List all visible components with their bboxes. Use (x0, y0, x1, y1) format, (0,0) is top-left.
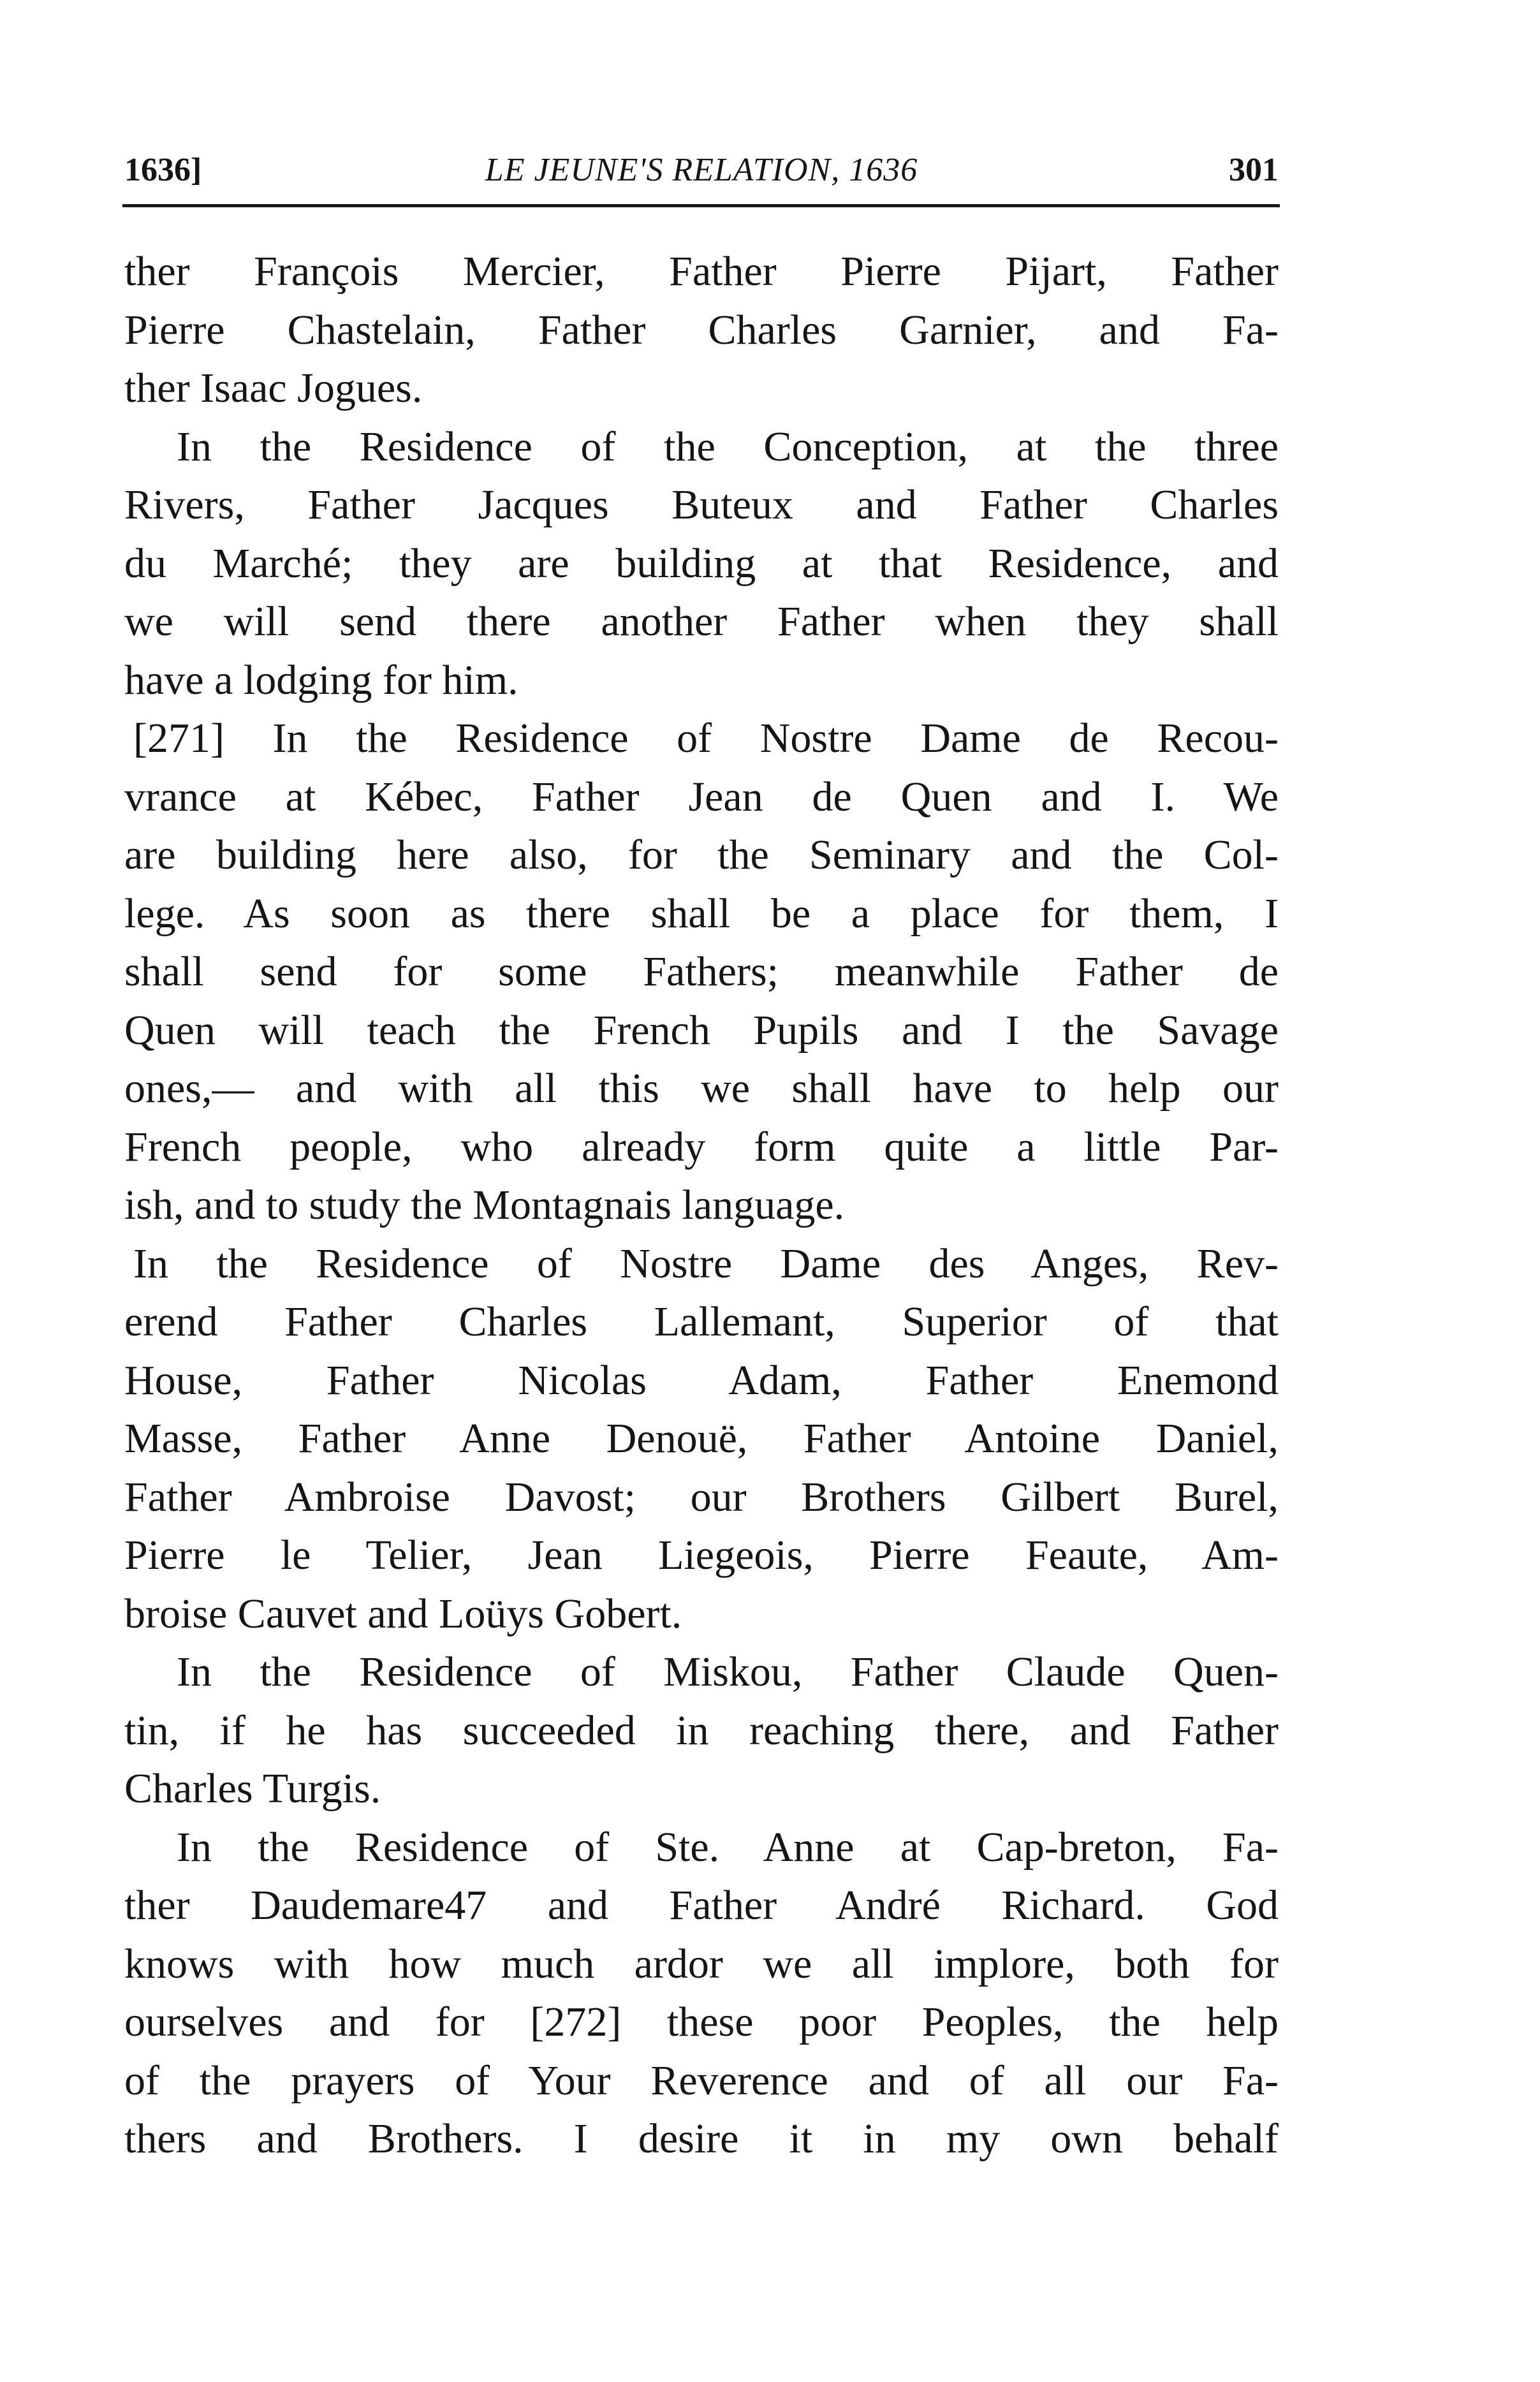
text-line: of the prayers of Your Reverence and of all our Fa- (124, 2057, 1279, 2104)
text-line: broise Cauvet and Loüys Gobert. (124, 1590, 682, 1637)
text-line: have a lodging for him. (124, 656, 518, 703)
text-line: are building here also, for the Seminary and the Col- (124, 832, 1279, 878)
text-line: Masse, Father Anne Denouë, Father Antoine Daniel, (124, 1415, 1279, 1462)
text-line: du Marché; they are building at that Residence, and (124, 540, 1279, 587)
text-line: French people, who already form quite a little Par- (124, 1123, 1279, 1170)
text-line: ther Daudemare47 and Father André Richard. God (124, 1882, 1279, 1929)
body-text (124, 242, 1279, 2168)
text-line: In the Residence of Nostre Dame des Anges, Rev- (133, 1240, 1279, 1287)
text-line: tin, if he has succeeded in reaching there, and Father (124, 1707, 1279, 1754)
text-line: Quen will teach the French Pupils and I the Savage (124, 1006, 1279, 1054)
text-line: ther François Mercier, Father Pierre Pijart, Father (124, 248, 1279, 295)
text-line: ones,— and with all this we shall have to help our (124, 1065, 1279, 1112)
text-line: Charles Turgis. (124, 1765, 381, 1812)
text-line: shall send for some Fathers; meanwhile Father de (124, 948, 1279, 995)
text-line: Father Ambroise Davost; our Brothers Gilbert Burel, (124, 1473, 1279, 1520)
text-line: knows with how much ardor we all implore, both for (124, 1940, 1279, 1987)
text-line: erend Father Charles Lallemant, Superior of that (124, 1298, 1279, 1345)
page-number: 301 (1229, 152, 1279, 188)
text-line: lege. As soon as there shall be a place for them, I (124, 890, 1279, 937)
running-head-year: 1636] (124, 152, 202, 188)
text-line: [271] In the Residence of Nostre Dame de Recou- (133, 715, 1279, 761)
text-line: vrance at Kébec, Father Jean de Quen and I. We (124, 773, 1279, 820)
text-line: In the Residence of the Conception, at the three (177, 423, 1279, 470)
text-line: we will send there another Father when they shall (124, 598, 1279, 645)
running-head-title: LE JEUNE'S RELATION, 1636 (485, 152, 918, 188)
running-head (124, 148, 1279, 193)
text-line: Rivers, Father Jacques Buteux and Father Charles (124, 482, 1279, 528)
text-line: Pierre le Telier, Jean Liegeois, Pierre Feaute, Am- (124, 1532, 1279, 1578)
text-line: In the Residence of Ste. Anne at Cap-breton, Fa- (177, 1823, 1279, 1871)
text-line: thers and Brothers. I desire it in my own behalf (124, 2115, 1279, 2162)
text-line: Pierre Chastelain, Father Charles Garnier, and Fa- (124, 306, 1279, 353)
text-line: In the Residence of Miskou, Father Claude Quen- (177, 1649, 1279, 1695)
text-line: ourselves and for [272] these poor Peoples, the help (124, 1999, 1279, 2045)
text-line: House, Father Nicolas Adam, Father Enemond (124, 1356, 1279, 1404)
header-rule (122, 204, 1280, 207)
text-line: ther Isaac Jogues. (124, 365, 423, 411)
text-line: ish, and to study the Montagnais language. (124, 1182, 845, 1228)
